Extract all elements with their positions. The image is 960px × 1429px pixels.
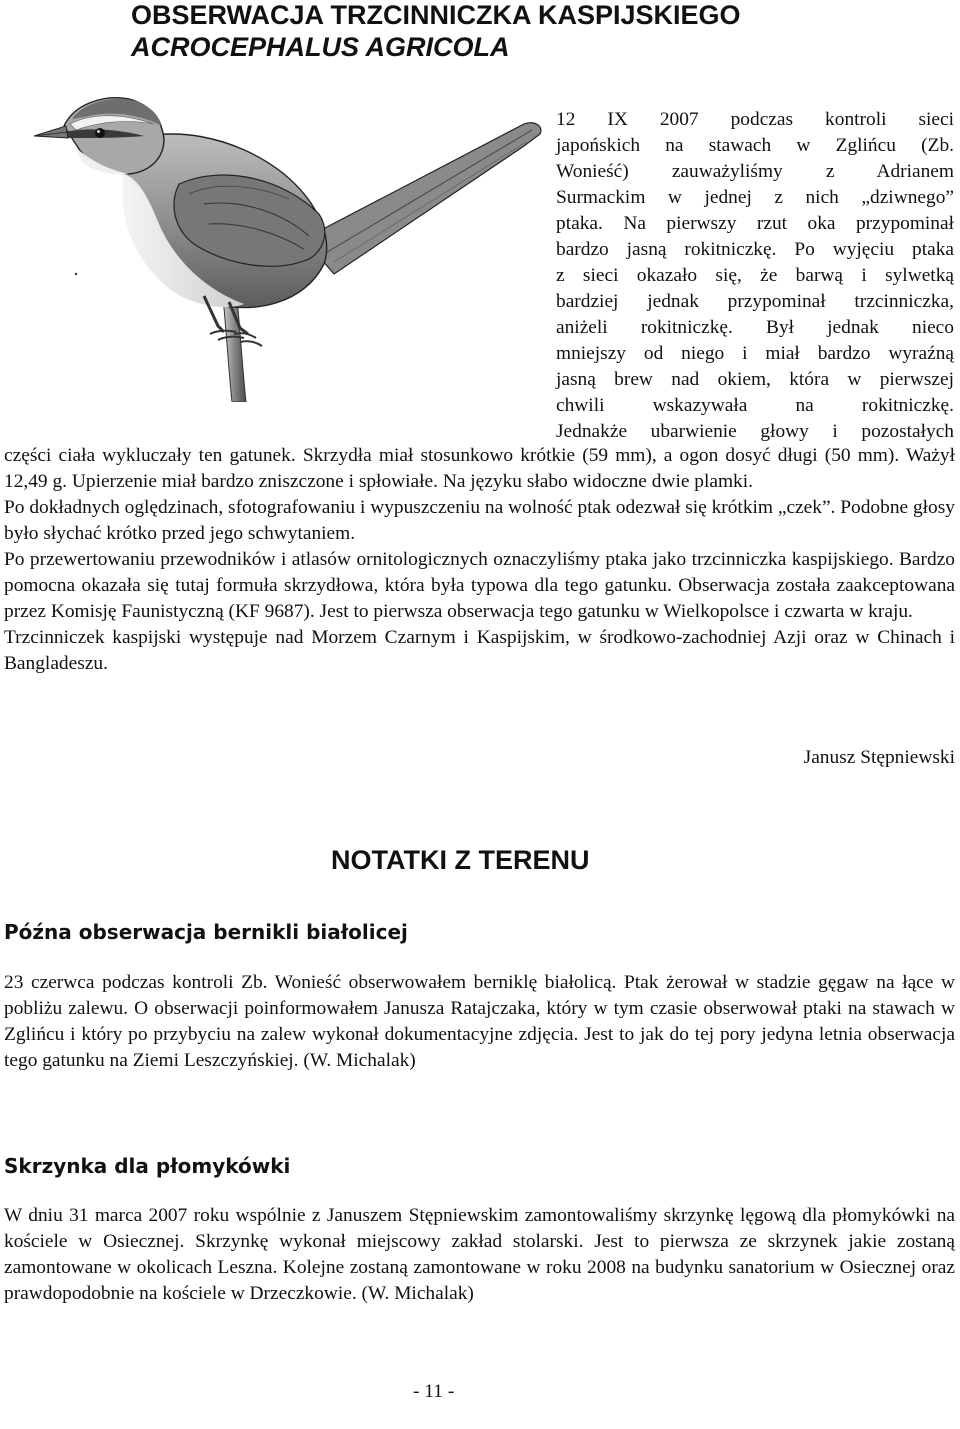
intro-line: jasną brew nad okiem, która w pierwszej [556,369,954,390]
intro-line: bardziej jednak przypominał trzcinniczka, [556,291,954,312]
body-paragraph: Po przewertowaniu przewodników i atlasów ornitologicznych oznaczyliśmy ptaka jako trzcinniczka kaspijskiego. Bardzo pomocna okazała się tutaj formuła skrzydłowa, która była typowa dla tego gatunku. Obserwacja została zaakceptowana przez Komisję Faunistyczną (KF 9687). Jest to pierwsza obserwacja tego gatunku w Wielkopolsce i czwarta w kraju. [4,549,955,622]
intro-line: z sieci okazało się, że barwą i sylwetką [556,265,954,286]
intro-line: bardzo jasną rokitniczkę. Po wyjęciu ptaka [556,239,954,260]
intro-line: Wonieść) zauważyliśmy z Adrianem [556,161,954,182]
article-body [4,443,955,677]
body-paragraph: części ciała wykluczały ten gatunek. Skrzydła miał stosunkowo krótkie (59 mm), a ogon dosyć długi (50 mm). Ważył 12,49 g. Upierzenie miał bardzo zniszczone i spłowiałe. Na języku słabo widoczne dwie plamki. [4,445,955,492]
note-heading: Późna obserwacja bernikli białolicej [4,920,408,944]
body-paragraph: Po dokładnych oględzinach, sfotografowaniu i wypuszczeniu na wolność ptak odezwał się krótkim „czek”. Podobne głosy było słychać krótko przed jego schwytaniem. [4,497,955,544]
bird-illustration [4,64,549,402]
note-heading: Skrzynka dla płomykówki [4,1154,291,1178]
author-signature: Janusz Stępniewski [803,747,955,768]
intro-line: mniejszy od niego i miał bardzo wyraźną [556,343,954,364]
intro-line: aniżeli rokitniczkę. Był jednak nieco [556,317,954,338]
page-number: - 11 - [413,1381,455,1402]
intro-line: chwili wskazywała na rokitniczkę. [556,395,954,416]
article-intro [556,107,954,445]
note-text: W dniu 31 marca 2007 roku wspólnie z Januszem Stępniewskim zamontowaliśmy skrzynkę lęgową dla płomykówki na kościele w Osiecznej. Skrzynkę wykonał miejscowy zakład stolarski. Jest to pierwsza ze skrzynek jakie zostaną zamontowane w okolicach Leszna. Kolejne zostaną zamontowane w roku 2008 na budynku sanatorium w Osiecznej oraz prawdopodobnie na kościele w Drzeczkowie. (W. Michalak) [4,1205,955,1304]
intro-line: Jednakże ubarwienie głowy i pozostałych [556,421,954,442]
intro-line: Surmackim w jednej z nich „dziwnego” [556,187,954,208]
intro-line: japońskich na stawach w Zglińcu (Zb. [556,135,954,156]
section-title: NOTATKI Z TERENU [331,845,590,875]
intro-line: ptaka. Na pierwszy rzut oka przypominał [556,213,954,234]
article-subtitle-latin: ACROCEPHALUS AGRICOLA [131,32,510,62]
article-title: OBSERWACJA TRZCINNICZKA KASPIJSKIEGO [131,0,741,30]
note-text: 23 czerwca podczas kontroli Zb. Wonieść obserwowałem berniklę białolicą. Ptak żerował w stadzie gęgaw na łące w pobliżu zalewu. O obserwacji poinformowałem Janusza Ratajczaka, który w tym czasie obserwował ptaki na stawach w Zglińcu i który po przybyciu na zalew wykonał dokumentacyjne zdjęcia. Jest to jak do tej pory jedyna letnia obserwacja tego gatunku na Ziemi Leszczyńskiej. (W. Michalak) [4,972,955,1071]
body-paragraph: Trzcinniczek kaspijski występuje nad Morzem Czarnym i Kaspijskim, w środkowo-zachodniej Azji oraz w Chinach i Bangladeszu. [4,627,955,674]
intro-line: 12 IX 2007 podczas kontroli sieci [556,109,954,130]
